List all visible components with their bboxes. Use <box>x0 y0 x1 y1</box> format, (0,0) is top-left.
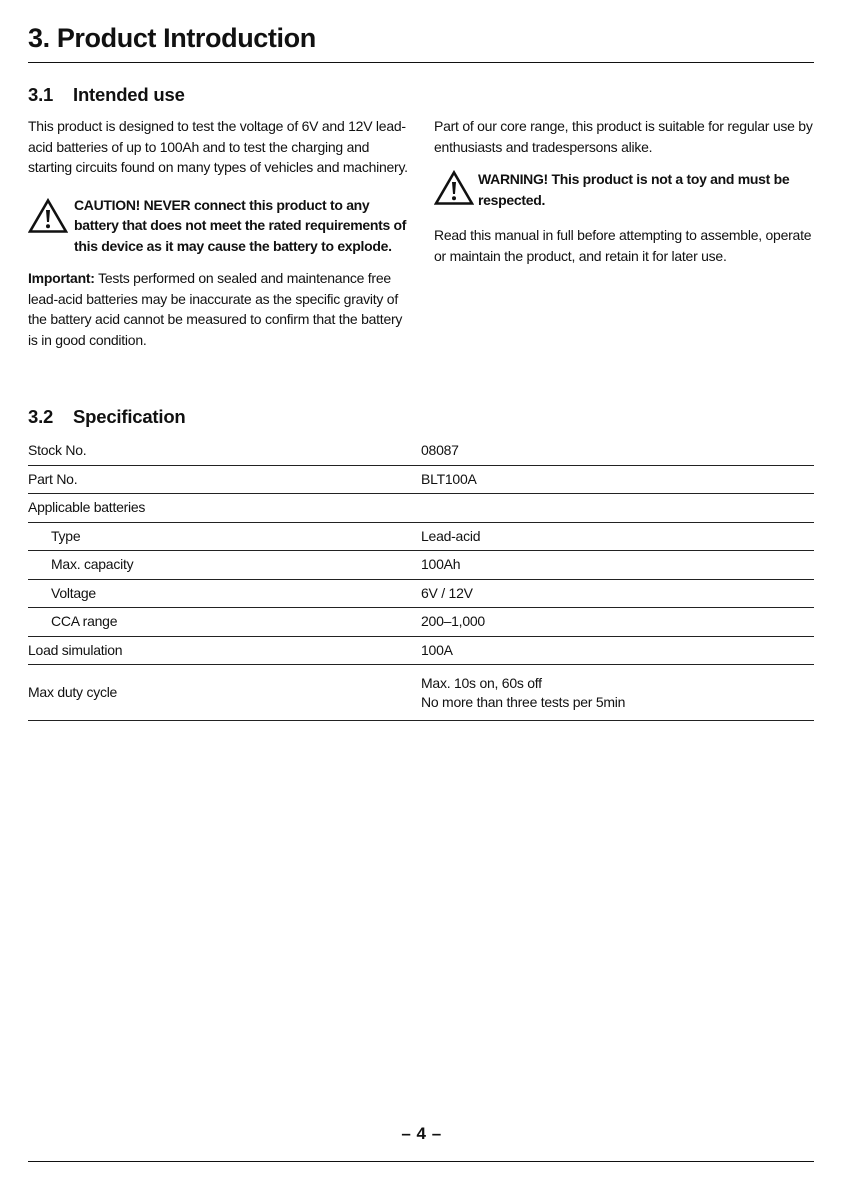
spec-value-cell <box>421 665 814 721</box>
section-title: Specification <box>73 406 186 427</box>
spec-label: Type <box>28 522 421 551</box>
intended-use-paragraph: This product is designed to test the voltage of 6V and 12V lead-acid batteries of up to 100Ah and to test the charging and starting circuits found on many types of vehicles and machinery. <box>28 118 408 175</box>
intended-use-left-column <box>28 116 414 350</box>
spec-label: Applicable batteries <box>28 494 421 523</box>
footer-divider <box>28 1161 814 1162</box>
spec-value <box>421 494 814 523</box>
section-title: Intended use <box>73 84 185 105</box>
spec-value: 6V / 12V <box>421 579 814 608</box>
spec-value: BLT100A <box>421 465 814 494</box>
spec-label: Voltage <box>28 579 421 608</box>
warning-text: WARNING! This product is not a toy and must be respected. <box>478 171 790 208</box>
spec-value: Lead-acid <box>421 522 814 551</box>
spec-value-line2: No more than three tests per 5min <box>421 693 626 710</box>
spec-label: Max duty cycle <box>28 665 421 721</box>
spec-label: Max. capacity <box>28 551 421 580</box>
table-row <box>28 665 814 721</box>
table-row <box>28 551 814 580</box>
spec-label: Part No. <box>28 465 421 494</box>
section-number: 3.2 <box>28 406 54 427</box>
section-heading-intended-use <box>28 83 185 107</box>
table-row <box>28 494 814 523</box>
read-manual-paragraph: Read this manual in full before attempting to assemble, operate or maintain the product, and retain it for later use. <box>434 227 812 264</box>
spec-label: CCA range <box>28 608 421 637</box>
table-row <box>28 465 814 494</box>
warning-notice <box>434 169 816 214</box>
spec-value: Max. 10s on, 60s off <box>421 674 542 691</box>
section-number: 3.1 <box>28 84 54 105</box>
table-row <box>28 636 814 665</box>
warning-triangle-icon <box>434 170 478 214</box>
table-row <box>28 579 814 608</box>
important-text: Tests performed on sealed and maintenance free lead-acid batteries may be inaccurate as the specific gravity of the battery acid cannot be measured to confirm that the battery is in good condition. <box>28 270 403 348</box>
section-heading-specification <box>28 405 186 429</box>
spec-label: Load simulation <box>28 636 421 665</box>
core-range-paragraph: Part of our core range, this product is suitable for regular use by enthusiasts and tradespersons alike. <box>434 118 813 155</box>
table-row <box>28 608 814 637</box>
caution-text: CAUTION! NEVER connect this product to any battery that does not meet the rated requirements of this device as it may cause the battery to explode. <box>74 196 407 254</box>
important-label: Important: <box>28 270 95 286</box>
spec-value: 200–1,000 <box>421 608 814 637</box>
title-divider <box>28 62 814 63</box>
specification-table <box>28 437 814 721</box>
warning-triangle-icon <box>28 198 74 242</box>
spec-label: Stock No. <box>28 437 421 465</box>
table-row <box>28 522 814 551</box>
spec-value: 100A <box>421 636 814 665</box>
page-title: 3. Product Introduction <box>28 23 316 53</box>
spec-value: 08087 <box>421 437 814 465</box>
page-number: – 4 – <box>401 1124 442 1143</box>
caution-notice <box>28 195 414 257</box>
intended-use-right-column <box>434 116 816 266</box>
spec-value: 100Ah <box>421 551 814 580</box>
important-note <box>28 268 414 350</box>
table-row <box>28 437 814 465</box>
